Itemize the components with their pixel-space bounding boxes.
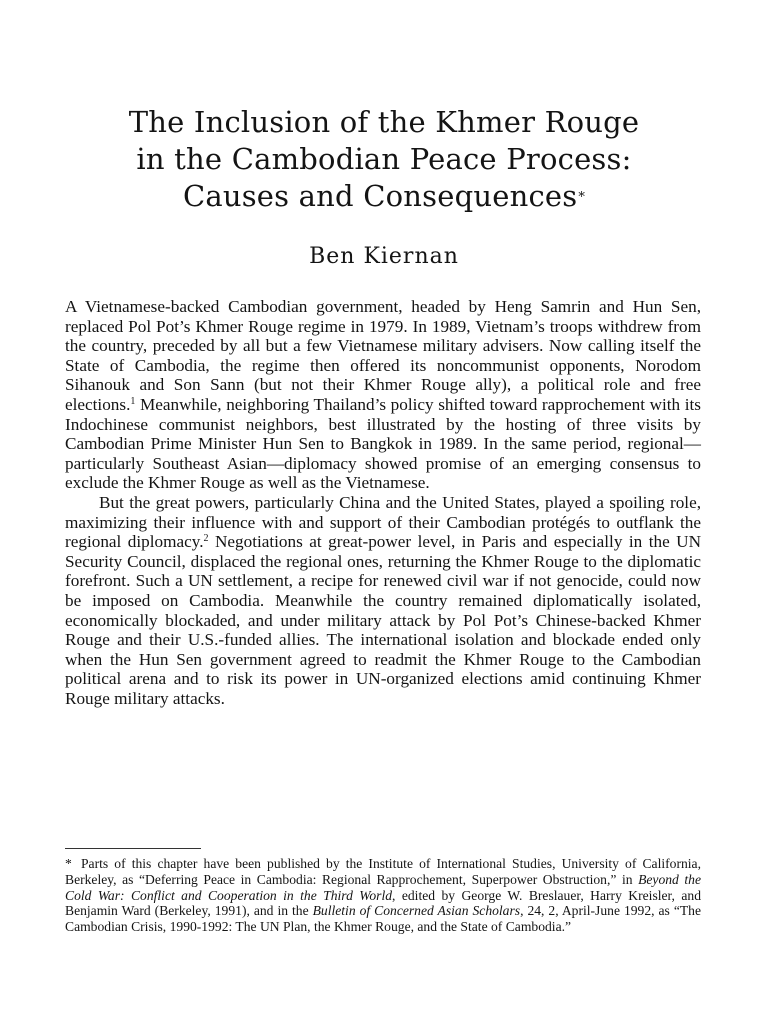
paragraph-1-part-2: Meanwhile, neighboring Thailand’s policy shifted toward rapprochement with its Indochinese communist neighbors, best illustrated by the hosting of three visits by Cambodian Prime Minister Hun Sen to Bangkok in 1989. In the same period, regional—particularly Southeast Asian—diplomacy showed promise of an emerging consensus to exclude the Khmer Rouge as well as the Vietnamese. [65,394,701,493]
footnote-ref-2: 2 [203,533,209,545]
title-line-3 [0,178,768,216]
title-footnote-marker: * [578,190,586,205]
paragraph-2-part-1: But the great powers, particularly China and the United States, played a spoiling role, maximizing their influence with and support of their Cambodian protégés to outflank the regional diplomacy. [65,492,701,552]
paragraph-1-part-1: A Vietnamese-backed Cambodian government, headed by Heng Samrin and Hun Sen, replaced Pol Pot’s Khmer Rouge regime in 1979. In 1989, Vietnam’s troops withdrew from the country, preceded by all but a few Vietnamese military advisers. Now calling itself the State of Cambodia, the regime then offered its noncommunist opponents, Norodom Sihanouk and Son Sann (but not their Khmer Rouge ally), a political role and free elections. [65,297,701,414]
paragraph-2-part-2: Negotiations at great-power level, in Paris and especially in the UN Security Council, displaced the regional ones, returning the Khmer Rouge to the diplomatic forefront. Such a UN settlement, a recipe for renewed civil war if not genocide, could now be imposed on Cambodia. Meanwhile the country remained diplomatically isolated, economically blockaded, and under military attack by Pol Pot’s Chinese-backed Khmer Rouge and their U.S.-funded allies. The international isolation and blockade ended only when the Hun Sen government agreed to readmit the Khmer Rouge to the Cambodian political arena and to risk its power in UN-organized elections amid continuing Khmer Rouge military attacks. [65,532,702,708]
footnote-part-3: , 24, 2, April-June 1992, as “The Cambodian Crisis, 1990-1992: The UN Plan, the Khmer Rouge, and the State of Cambodia.” [65,903,701,935]
footnote-ref-1: 1 [130,395,136,407]
footnote-divider [65,848,201,849]
chapter-title [0,104,768,216]
footnote-book-title: Beyond the Cold War: Conflict and Cooperation in the Third World [65,871,701,903]
footnote-journal-title: Bulletin of Concerned Asian Scholars [312,903,521,919]
footnote-marker: * [65,856,72,871]
footnote [65,856,701,935]
footnote-part-2: , edited by George W. Breslauer, Harry Kreisler, and Benjamin Ward (Berkeley, 1991), and in the [65,887,701,919]
paragraph-2 [65,493,701,709]
title-line-1: The Inclusion of the Khmer Rouge [128,105,640,139]
paragraph-1 [65,297,701,493]
title-line-2: in the Cambodian Peace Process: [136,142,632,176]
title-line-3-text: Causes and Consequences [182,179,578,213]
body-text [65,297,701,708]
author-name: Ben Kiernan [309,244,459,269]
footnote-part-1: Parts of this chapter have been published by the Institute of International Studies, University of California, Berkeley, as “Deferring Peace in Cambodia: Regional Rapprochement, Superpower Obstruction,” in [65,856,701,887]
